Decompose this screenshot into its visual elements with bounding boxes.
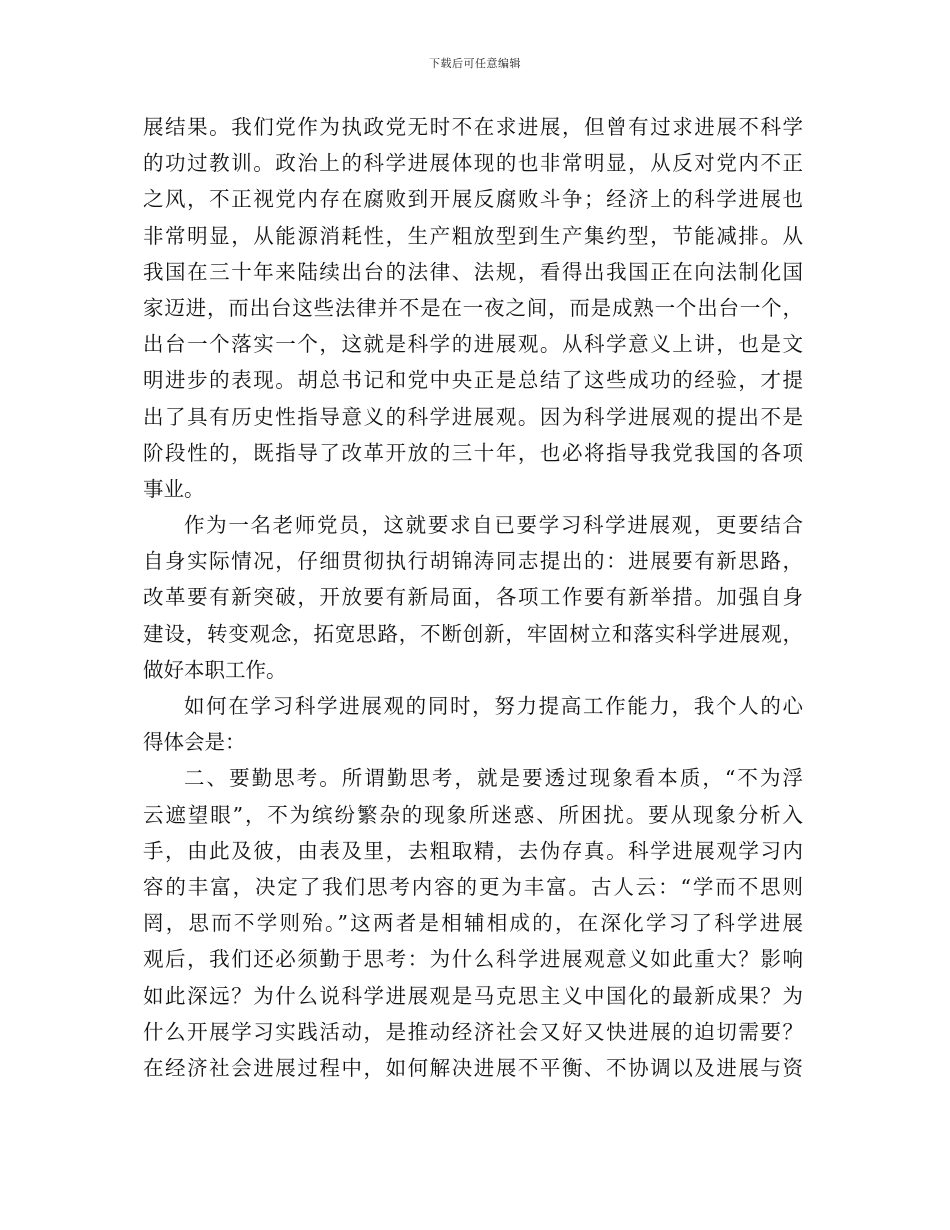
text-line: 展结果。我们党作为执政党无时不在求进展，但曾有过求进展不科学 [143, 115, 803, 139]
text-line: 非常明显，从能源消耗性，生产粗放型到生产集约型，节能减排。从 [143, 223, 803, 248]
text-line: 作为一名老师党员，这就要求自已要学习科学进展观，更要结合 [184, 513, 803, 538]
text-line: 阶段性的，既指导了改革开放的三十年，也必将指导我党我国的各项 [143, 440, 803, 465]
text-line: 出台一个落实一个，这就是科学的进展观。从科学意义上讲，也是文 [143, 332, 803, 357]
text-line: 如何在学习科学进展观的同时，努力提高工作能力，我个人的心 [184, 694, 803, 718]
text-line: 如此深远？为什么说科学进展观是马克思主义中国化的最新成果？为 [143, 983, 803, 1008]
paragraph-1 [143, 109, 803, 507]
text-line: 得体会是： [143, 730, 246, 755]
text-line: 自身实际情况，仔细贯彻执行胡锦涛同志提出的：进展要有新思路， [143, 549, 803, 574]
page-header: 下载后可任意编辑 [429, 57, 521, 70]
text-line: 在经济社会进展过程中，如何解决进展不平衡、不协调以及进展与资 [143, 1055, 803, 1080]
text-line: 做好本职工作。 [143, 657, 287, 682]
text-line: 事业。 [143, 476, 205, 501]
text-line: 什么开展学习实践活动，是推动经济社会又好又快进展的迫切需要？ [143, 1019, 803, 1044]
paragraph-3 [143, 688, 803, 760]
text-line: 观后，我们还必须勤于思考：为什么科学进展观意义如此重大？影响 [143, 947, 803, 972]
document-body [143, 109, 803, 1086]
text-line: 手，由此及彼，由表及里，去粗取精，去伪存真。科学进展观学习内 [143, 838, 803, 863]
text-line: 二、要勤思考。所谓勤思考，就是要透过现象看本质，“不为浮 [184, 766, 803, 791]
paragraph-2 [143, 507, 803, 688]
text-line: 罔，思而不学则殆。”这两者是相辅相成的，在深化学习了科学进展 [143, 911, 803, 936]
text-line: 的功过教训。政治上的科学进展体现的也非常明显，从反对党内不正 [143, 151, 803, 176]
text-line: 出了具有历史性指导意义的科学进展观。因为科学进展观的提出不是 [143, 404, 803, 429]
text-line: 家迈进，而出台这些法律并不是在一夜之间，而是成熟一个出台一个， [143, 295, 803, 320]
text-line: 云遮望眼”，不为缤纷繁杂的现象所迷惑、所困扰。要从现象分析入 [143, 802, 803, 827]
text-line: 之风，不正视党内存在腐败到开展反腐败斗争；经济上的科学进展也 [143, 187, 803, 212]
paragraph-4 [143, 760, 803, 1086]
text-line: 我国在三十年来陆续出台的法律、法规，看得出我国正在向法制化国 [143, 259, 803, 284]
text-line: 容的丰富，决定了我们思考内容的更为丰富。古人云：“学而不思则 [143, 874, 803, 899]
text-line: 建设，转变观念，拓宽思路，不断创新，牢固树立和落实科学进展观， [143, 621, 803, 646]
text-line: 明进步的表现。胡总书记和党中央正是总结了这些成功的经验，才提 [143, 368, 803, 393]
text-line: 改革要有新突破，开放要有新局面，各项工作要有新举措。加强自身 [143, 585, 803, 610]
